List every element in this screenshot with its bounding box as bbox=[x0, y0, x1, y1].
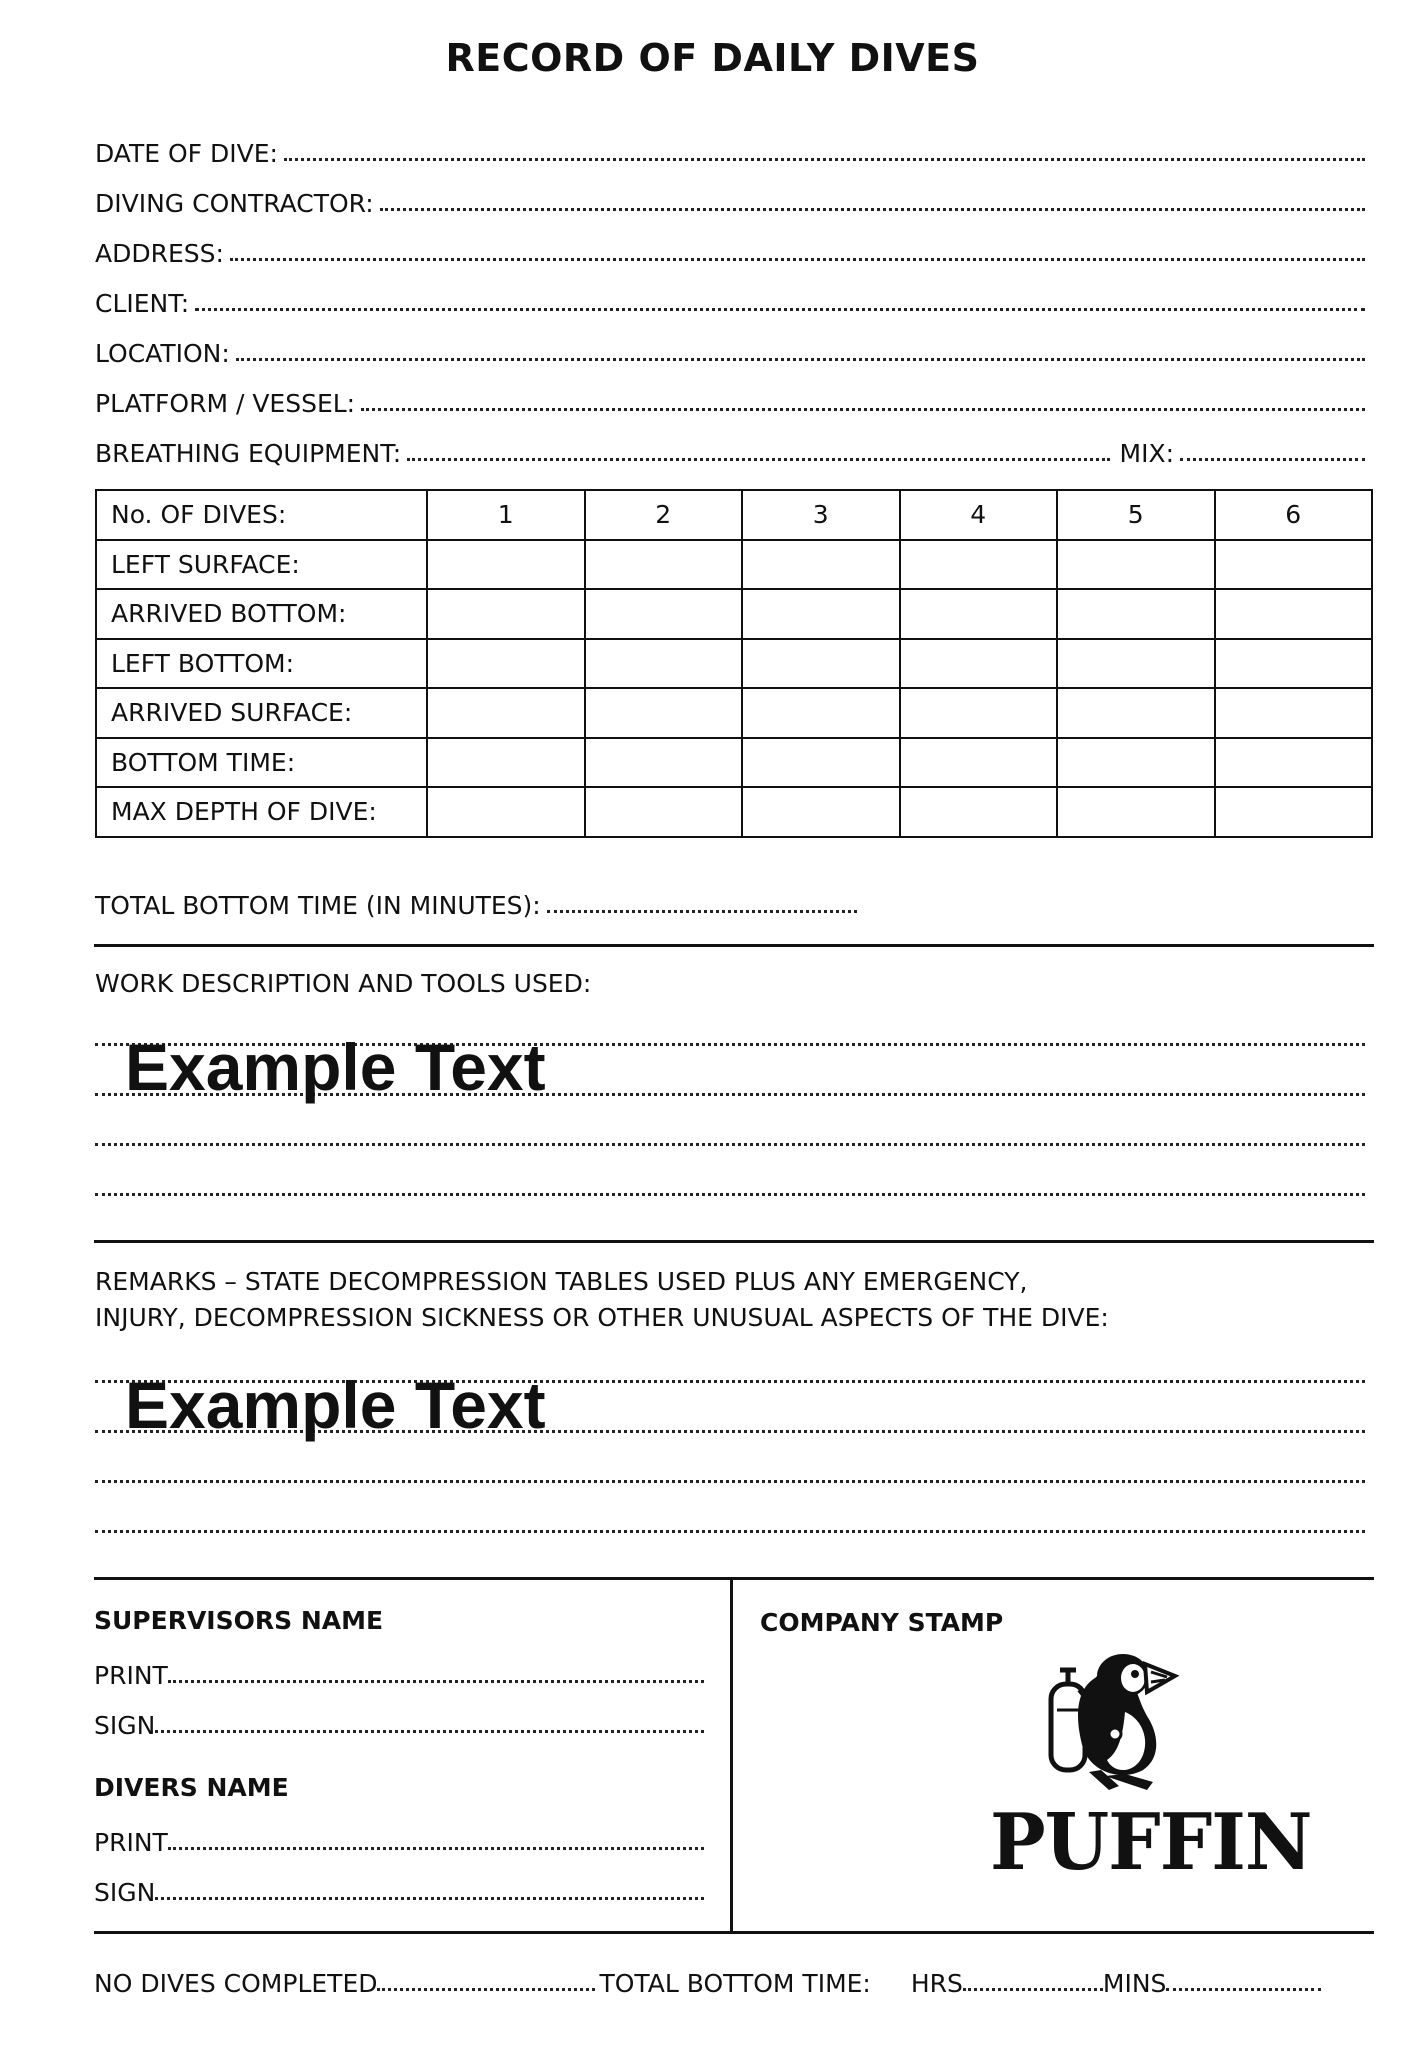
table-cell[interactable] bbox=[1215, 589, 1373, 639]
hrs-line[interactable] bbox=[963, 1987, 1103, 1991]
table-cell[interactable] bbox=[585, 787, 743, 837]
table-cell[interactable] bbox=[900, 589, 1058, 639]
dive-number-2: 2 bbox=[585, 490, 743, 540]
supervisor-print-field[interactable] bbox=[94, 1650, 704, 1690]
section-divider bbox=[94, 944, 1374, 947]
table-cell[interactable] bbox=[1215, 688, 1373, 738]
table-cell[interactable] bbox=[1057, 688, 1215, 738]
arrived-surface-label: ARRIVED SURFACE: bbox=[96, 688, 427, 738]
location-field[interactable] bbox=[95, 328, 1365, 368]
address-line bbox=[230, 257, 1365, 261]
address-field[interactable] bbox=[95, 228, 1365, 268]
diving-contractor-field[interactable] bbox=[95, 178, 1365, 218]
table-cell[interactable] bbox=[1057, 639, 1215, 689]
page-title: RECORD OF DAILY DIVES bbox=[445, 36, 980, 80]
table-header-row bbox=[96, 490, 1372, 540]
diver-print-line bbox=[168, 1846, 704, 1850]
table-cell[interactable] bbox=[900, 540, 1058, 590]
dives-table bbox=[95, 489, 1373, 838]
diving-contractor-label: DIVING CONTRACTOR: bbox=[95, 189, 374, 218]
table-cell[interactable] bbox=[900, 688, 1058, 738]
table-row bbox=[96, 738, 1372, 788]
platform-vessel-label: PLATFORM / VESSEL: bbox=[95, 389, 356, 418]
dives-completed-line[interactable] bbox=[377, 1987, 595, 1991]
table-row bbox=[96, 639, 1372, 689]
table-cell[interactable] bbox=[1057, 738, 1215, 788]
table-cell[interactable] bbox=[900, 738, 1058, 788]
max-depth-label: MAX DEPTH OF DIVE: bbox=[96, 787, 427, 837]
table-cell[interactable] bbox=[1215, 540, 1373, 590]
dive-number-5: 5 bbox=[1057, 490, 1215, 540]
table-cell[interactable] bbox=[742, 738, 900, 788]
table-cell[interactable] bbox=[1057, 787, 1215, 837]
table-cell[interactable] bbox=[1215, 787, 1373, 837]
table-cell[interactable] bbox=[585, 589, 743, 639]
table-cell[interactable] bbox=[742, 787, 900, 837]
work-line-3[interactable] bbox=[95, 1143, 1365, 1146]
dives-completed-label: NO DIVES COMPLETED bbox=[94, 1969, 378, 1998]
platform-vessel-line bbox=[361, 407, 1365, 411]
breathing-equipment-label: BREATHING EQUIPMENT: bbox=[95, 439, 402, 468]
total-bottom-time-line bbox=[547, 909, 857, 913]
table-row bbox=[96, 787, 1372, 837]
address-label: ADDRESS: bbox=[95, 239, 224, 268]
section-divider bbox=[94, 1577, 1374, 1580]
diver-print-field[interactable] bbox=[94, 1817, 704, 1857]
table-cell[interactable] bbox=[585, 540, 743, 590]
table-cell[interactable] bbox=[1057, 540, 1215, 590]
mix-label: MIX: bbox=[1119, 439, 1174, 468]
table-cell[interactable] bbox=[427, 540, 585, 590]
diver-sign-line bbox=[155, 1896, 704, 1900]
remarks-example-text: Example Text bbox=[125, 1368, 546, 1442]
work-line-4[interactable] bbox=[95, 1193, 1365, 1196]
location-label: LOCATION: bbox=[95, 339, 230, 368]
company-stamp-heading: COMPANY STAMP bbox=[760, 1608, 1004, 1637]
client-field[interactable] bbox=[95, 278, 1365, 318]
table-cell[interactable] bbox=[900, 787, 1058, 837]
hrs-label: HRS bbox=[910, 1969, 963, 1998]
supervisors-name-heading: SUPERVISORS NAME bbox=[94, 1606, 384, 1635]
remarks-heading-line-1: REMARKS – STATE DECOMPRESSION TABLES USED PLUS ANY EMERGENCY, bbox=[95, 1267, 1028, 1296]
table-cell[interactable] bbox=[427, 589, 585, 639]
table-cell[interactable] bbox=[742, 688, 900, 738]
puffin-logo-text: PUFFIN bbox=[990, 1797, 1312, 1889]
table-cell[interactable] bbox=[427, 738, 585, 788]
total-bottom-time-field[interactable] bbox=[95, 880, 895, 920]
diver-print-label: PRINT bbox=[94, 1828, 168, 1857]
breathing-equipment-line bbox=[407, 457, 1109, 461]
bottom-time-label: BOTTOM TIME: bbox=[96, 738, 427, 788]
table-cell[interactable] bbox=[1057, 589, 1215, 639]
table-row bbox=[96, 589, 1372, 639]
left-bottom-label: LEFT BOTTOM: bbox=[96, 639, 427, 689]
mins-line[interactable] bbox=[1166, 1987, 1321, 1991]
signature-stamp-divider bbox=[730, 1579, 733, 1933]
breathing-equipment-field[interactable] bbox=[95, 428, 1365, 468]
divers-name-heading: DIVERS NAME bbox=[94, 1773, 289, 1802]
dive-number-4: 4 bbox=[900, 490, 1058, 540]
diver-sign-label: SIGN bbox=[94, 1878, 156, 1907]
table-cell[interactable] bbox=[1215, 639, 1373, 689]
date-of-dive-field[interactable] bbox=[95, 128, 1365, 168]
left-surface-label: LEFT SURFACE: bbox=[96, 540, 427, 590]
supervisor-print-label: PRINT bbox=[94, 1661, 168, 1690]
section-divider bbox=[94, 1240, 1374, 1243]
dive-number-3: 3 bbox=[742, 490, 900, 540]
date-of-dive-line bbox=[284, 157, 1365, 161]
location-line bbox=[236, 357, 1365, 361]
dive-number-1: 1 bbox=[427, 490, 585, 540]
work-example-text: Example Text bbox=[125, 1030, 546, 1104]
table-cell[interactable] bbox=[742, 639, 900, 689]
work-description-heading: WORK DESCRIPTION AND TOOLS USED: bbox=[95, 969, 592, 998]
arrived-bottom-label: ARRIVED BOTTOM: bbox=[96, 589, 427, 639]
footer-total-bottom-time-label: TOTAL BOTTOM TIME: bbox=[599, 1969, 871, 1998]
diver-sign-field[interactable] bbox=[94, 1867, 704, 1907]
remarks-line-4[interactable] bbox=[95, 1530, 1365, 1533]
supervisor-sign-line bbox=[155, 1729, 704, 1733]
total-bottom-time-label: TOTAL BOTTOM TIME (IN MINUTES): bbox=[95, 891, 541, 920]
platform-vessel-field[interactable] bbox=[95, 378, 1365, 418]
table-cell[interactable] bbox=[585, 688, 743, 738]
supervisor-sign-field[interactable] bbox=[94, 1700, 704, 1740]
dives-count-label: No. OF DIVES: bbox=[96, 490, 427, 540]
table-cell[interactable] bbox=[585, 639, 743, 689]
table-cell[interactable] bbox=[1215, 738, 1373, 788]
footer-summary bbox=[94, 1958, 1372, 1998]
table-row bbox=[96, 688, 1372, 738]
table-cell[interactable] bbox=[742, 589, 900, 639]
client-line bbox=[195, 307, 1365, 311]
table-cell[interactable] bbox=[427, 639, 585, 689]
remarks-line-3[interactable] bbox=[95, 1480, 1365, 1483]
remarks-heading-line-2: INJURY, DECOMPRESSION SICKNESS OR OTHER UNUSUAL ASPECTS OF THE DIVE: bbox=[95, 1303, 1109, 1332]
diving-contractor-line bbox=[380, 207, 1365, 211]
table-row bbox=[96, 540, 1372, 590]
supervisor-sign-label: SIGN bbox=[94, 1711, 156, 1740]
table-cell[interactable] bbox=[427, 787, 585, 837]
mix-line bbox=[1180, 457, 1365, 461]
date-of-dive-label: DATE OF DIVE: bbox=[95, 139, 278, 168]
section-divider bbox=[94, 1931, 1374, 1934]
puffin-diver-icon bbox=[1035, 1650, 1185, 1800]
table-cell[interactable] bbox=[900, 639, 1058, 689]
dive-number-6: 6 bbox=[1215, 490, 1373, 540]
table-cell[interactable] bbox=[427, 688, 585, 738]
table-cell[interactable] bbox=[742, 540, 900, 590]
table-cell[interactable] bbox=[585, 738, 743, 788]
mins-label: MINS bbox=[1102, 1969, 1167, 1998]
client-label: CLIENT: bbox=[95, 289, 190, 318]
supervisor-print-line bbox=[168, 1679, 704, 1683]
